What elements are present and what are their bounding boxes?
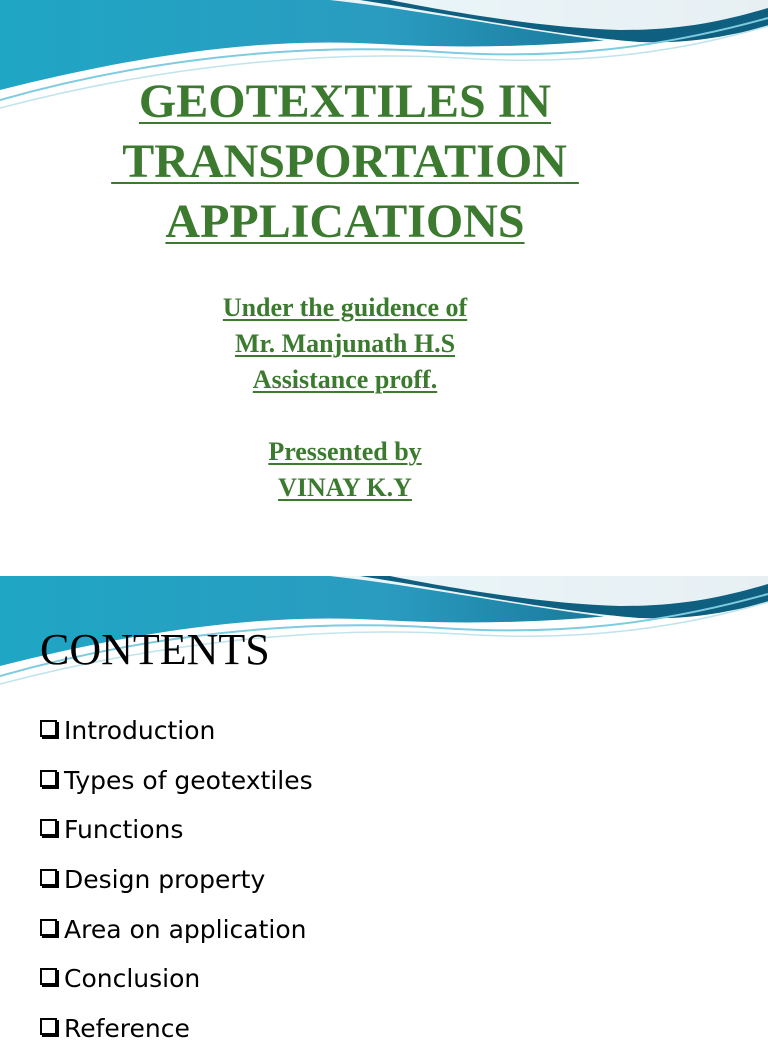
list-item: Area on application [40,904,313,954]
contents-slide [0,576,768,1043]
guidance-label: Under the guidence of [222,293,468,322]
list-item: Types of geotextiles [40,756,313,806]
contents-list [40,706,313,1053]
guide-designation: Assistance proff. [252,365,438,394]
checkbox-bullet-icon [40,968,57,985]
list-item: Conclusion [40,954,313,1004]
list-item: Reference [40,1004,313,1053]
list-item: Functions [40,805,313,855]
list-item: Design property [40,855,313,905]
title-line-2: TRANSPORTATION [111,135,579,188]
title-line-3: APPLICATIONS [165,195,525,248]
presentation-title [0,72,690,252]
credits-block [0,290,690,506]
checkbox-bullet-icon [40,819,57,836]
presenter-name: VINAY K.Y [278,473,412,502]
contents-heading: CONTENTS [40,625,270,674]
checkbox-bullet-icon [40,869,57,886]
presenter-label: Pressented by [268,437,422,466]
list-item: Introduction [40,706,313,756]
guide-name: Mr. Manjunath H.S [234,329,456,358]
checkbox-bullet-icon [40,1018,57,1035]
checkbox-bullet-icon [40,919,57,936]
title-line-1: GEOTEXTILES IN [138,75,552,128]
checkbox-bullet-icon [40,720,57,737]
checkbox-bullet-icon [40,770,57,787]
